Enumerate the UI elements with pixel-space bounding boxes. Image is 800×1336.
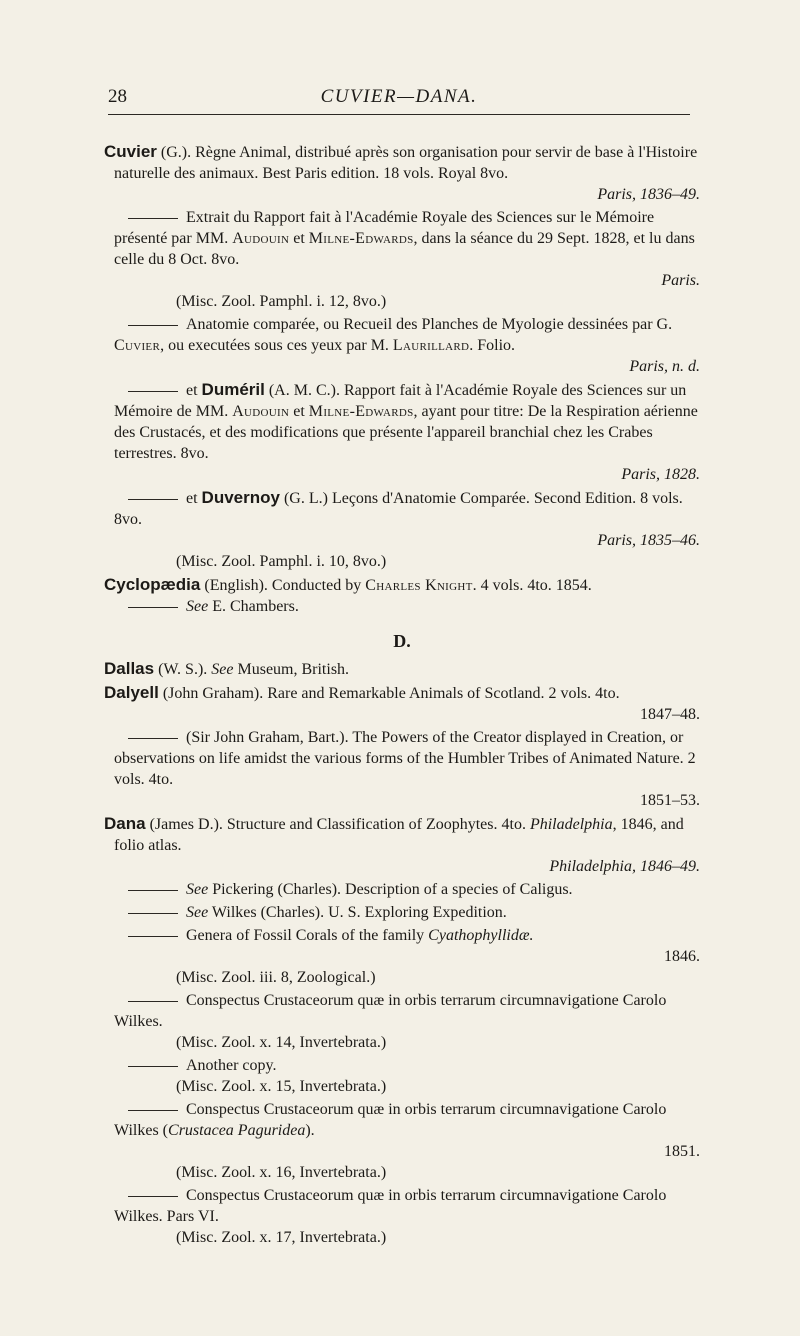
ditto-dash [128,738,178,739]
entry-text: et [289,230,309,247]
entry-text: et [186,382,202,399]
entry-text: (W. S.). [154,661,212,678]
imprint: 1846. [664,948,700,965]
ditto-dash [128,607,178,608]
headword: Duvernoy [201,488,280,507]
entry-dana-genera [104,925,700,988]
entry-text: Extrait du Rapport fait à l'Académie Royale des Sciences sur le Mémoire présenté par MM. [114,209,655,247]
entry-dana-conspectus-2 [104,1099,700,1183]
shelf-mark: (Misc. Zool. x. 16, Invertebrata.) [176,1164,387,1181]
page-number: 28 [108,86,127,107]
imprint: Paris, 1835–46. [597,532,700,549]
entry-dana-see-pickering [104,879,700,900]
ditto-dash [128,1110,178,1111]
entry-dana-conspectus-3 [104,1185,700,1248]
shelf-mark: (Misc. Zool. x. 15, Invertebrata.) [176,1078,387,1095]
ditto-dash [128,1066,178,1067]
ditto-dash [128,890,178,891]
author-name: Laurillard [392,337,470,354]
page-header [108,84,690,115]
place-name: Philadelphia [529,816,613,833]
entry-text: Pickering (Charles). Description of a species of Caligus. [208,881,573,898]
ditto-dash [128,1196,178,1197]
imprint: Paris. [661,272,700,289]
entry-text: , 1846, and folio atlas. [114,816,684,854]
entry-text: (James D.). Structure and Classification of Zoophytes. 4to. [145,816,530,833]
author-name: Audouin [232,403,290,420]
shelf-mark: (Misc. Zool. x. 17, Invertebrata.) [176,1229,387,1246]
author-name: Milne-Edwards [308,230,414,247]
imprint: Paris, n. d. [629,358,700,375]
author-name: Cuvier [114,337,161,354]
imprint: Philadelphia, 1846–49. [549,858,700,875]
entry-cuvier-anatomie [104,314,700,377]
entry-text: (G.). Règne Animal, distribué après son organisation pour servir de base à l'Histoire naturelle des animaux. Best Paris edition. 18 vols. Royal 8vo. [114,144,698,182]
entry-text: ). [305,1122,315,1139]
author-name: Charles Knight [365,577,473,594]
headword: Dallas [104,659,155,678]
entry-text: E. Chambers. [208,598,299,615]
entry-cuvier-duvernoy [104,487,700,572]
ditto-dash [128,1001,178,1002]
entry-text: , ou executées sous ces yeux par M. [160,337,393,354]
entry-text: et [186,490,202,507]
running-head: CUVIER—DANA. [320,86,478,107]
entry-text: , dans la séance du 29 Sept. 1828, et lu dans celle du 8 Oct. 8vo. [114,230,695,268]
section-letter: D. [393,631,411,651]
entry-text: (G. L.) Leçons d'Anatomie Comparée. Second Edition. 8 vols. 8vo. [114,490,683,528]
entry-text: , ayant pour titre: De la Respiration aérienne des Crustacés, et des modifications que présente l'appareil branchial chez les Crabes terrestres. 8vo. [114,403,698,462]
ditto-dash [128,218,178,219]
headword: Duméril [201,380,265,399]
entry-text: Conspectus Crustaceorum quæ in orbis terrarum circumnavigatione Carolo Wilkes ( [114,1101,667,1139]
imprint: 1851–53. [640,792,700,809]
entry-dana-see-wilkes [104,902,700,923]
entry-text: (John Graham). Rare and Remarkable Animals of Scotland. 2 vols. 4to. [158,685,620,702]
catalogue-body [104,141,700,1250]
ditto-dash [128,325,178,326]
entry-text: Anatomie comparée, ou Recueil des Planches de Myologie dessinées par G. [186,316,673,333]
series-title: Crustacea Paguridea [168,1122,306,1139]
entry-text: Another copy. [186,1057,277,1074]
entry-cuvier [104,141,700,205]
entry-text: Conspectus Crustaceorum quæ in orbis terrarum circumnavigatione Carolo Wilkes. [114,992,667,1030]
entry-text: . Folio. [469,337,516,354]
entry-cuvier-dumeril [104,379,700,485]
headword: Cyclopædia [104,575,201,594]
entry-cyclopaedia [104,574,700,617]
headword: Cuvier [104,142,157,161]
see-reference: See [186,881,209,898]
ditto-dash [128,391,178,392]
imprint: 1847–48. [640,706,700,723]
see-reference: See [186,904,209,921]
ditto-dash [128,499,178,500]
entry-text: Wilkes (Charles). U. S. Exploring Expedition. [208,904,507,921]
entry-dana [104,813,700,877]
entry-text: (A. M. C.). Rapport fait à l'Académie Royale des Sciences sur un Mémoire de MM. [114,382,687,420]
entry-text: (Sir John Graham, Bart.). The Powers of the Creator displayed in Creation, or observations on life amidst the various forms of the Humbler Tribes of Animated Nature. 2 vols. 4to. [114,729,696,788]
ditto-dash [128,913,178,914]
see-reference: See [211,661,234,678]
imprint: Paris, 1828. [621,466,700,483]
entry-text: (English). Conducted by [200,577,366,594]
entry-text: Genera of Fossil Corals of the family [186,927,429,944]
author-name: Audouin [232,230,290,247]
shelf-mark: (Misc. Zool. Pamphl. i. 12, 8vo.) [176,293,387,310]
see-reference: See [186,598,209,615]
entry-dalyell-powers [104,727,700,811]
imprint: 1851. [664,1143,700,1160]
shelf-mark: (Misc. Zool. iii. 8, Zoological.) [176,969,376,986]
entry-cuvier-extrait [104,207,700,312]
headword: Dana [104,814,146,833]
shelf-mark: (Misc. Zool. Pamphl. i. 10, 8vo.) [176,553,387,570]
entry-text: et [289,403,309,420]
imprint: Paris, 1836–49. [597,186,700,203]
shelf-mark: (Misc. Zool. x. 14, Invertebrata.) [176,1034,387,1051]
author-name: Milne-Edwards [308,403,414,420]
entry-text: Museum, British. [233,661,350,678]
entry-dalyell [104,682,700,725]
ditto-dash [128,936,178,937]
entry-dallas [104,658,700,680]
family-name: Cyathophyllidæ. [428,927,534,944]
entry-text: . 4 vols. 4to. 1854. [472,577,592,594]
entry-text: Conspectus Crustaceorum quæ in orbis terrarum circumnavigatione Carolo Wilkes. Pars VI. [114,1187,667,1225]
headword: Dalyell [104,683,159,702]
entry-dana-another-copy [104,1055,700,1097]
entry-dana-conspectus-1 [104,990,700,1053]
